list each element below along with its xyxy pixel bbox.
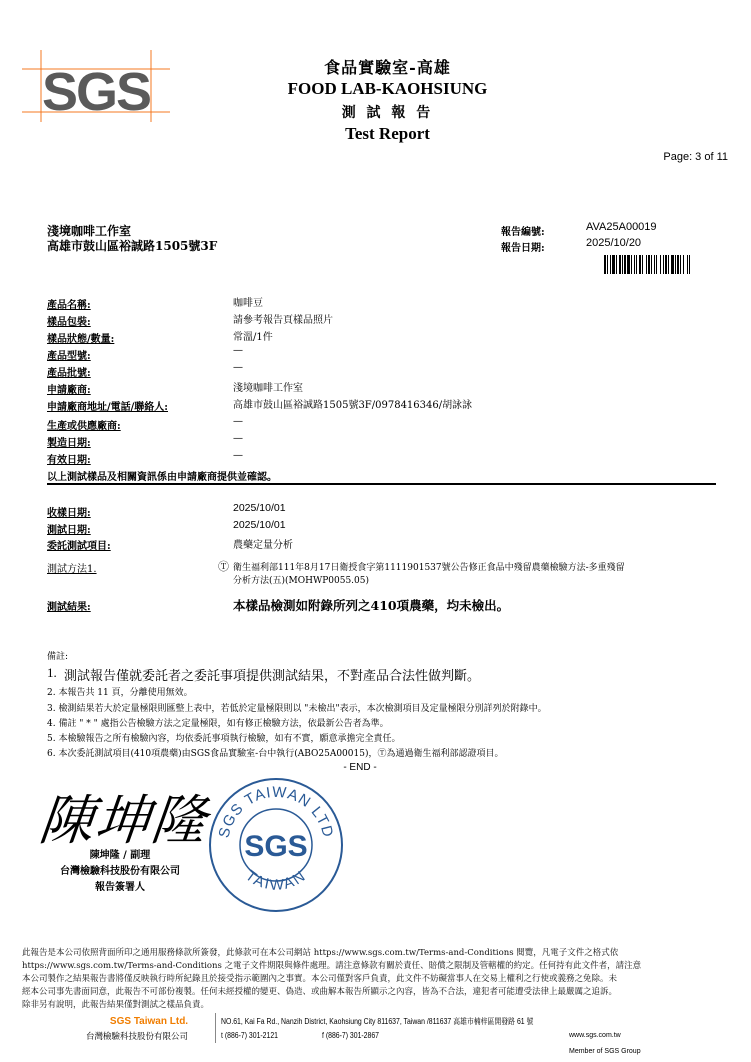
sgs-logo [22,50,170,122]
page-number: Page: 3 of 11 [663,151,728,163]
barcode-bar [604,255,606,274]
report-date-label: 報告日期: [501,243,545,254]
field-label: 產品批號: [47,368,91,379]
barcode-bar [612,255,615,274]
sgs-seal [206,775,346,915]
report-number-label: 報告編號: [501,227,545,238]
barcode-bar [619,255,621,274]
barcode-bar [656,255,657,274]
disclaimer-line: 本公司製作之結果報告書將僅反映執行時所紀錄且於接受指示範圍內之事實。本公司僅對客戶負責，此文件不妨礙當事人在交易上權利之行使或義務之免除。未 [22,974,618,984]
barcode-bar [683,255,684,274]
test-date-value: 2025/10/01 [233,519,286,531]
test-item-value: 農藥定量分析 [233,540,293,551]
method-line-2: 分析方法(五)(MOHWP0055.05) [233,576,370,586]
remark-item: 4. 備註 " * " 處指公告檢驗方法之定量極限，如有修正檢驗方法，依最新公告者為準。 [47,719,389,729]
barcode-bar [671,255,674,274]
seal-bottom-text: TAIWAN [242,867,310,894]
field-value: — [233,362,243,373]
field-label: 樣品狀態/數量: [47,334,115,345]
section-divider [47,483,716,485]
barcode-bar [639,255,641,274]
test-date-label: 測試日期: [47,525,91,536]
remark-1-number: 1. [47,665,57,680]
report-title-en: Test Report [345,124,430,143]
remark-item: 5. 本檢驗報告之所有檢驗內容，均依委託事項執行檢驗，如有不實，願意承擔完全責任。 [47,734,401,744]
seal-center-text: SGS [244,830,308,863]
footer-divider [215,1013,216,1043]
field-value: 咖啡豆 [233,298,263,309]
remark-item: 2. 本報告共 11 頁，分離使用無效。 [47,688,193,698]
signer-role: 報告簽署人 [95,882,145,893]
field-label: 產品型號: [47,351,91,362]
barcode-bar [677,255,679,274]
client-name: 淺境咖啡工作室 [47,224,132,238]
svg-text:TAIWAN [242,867,310,894]
report-number-value: AVA25A00019 [586,221,657,233]
client-address: 高雄市鼓山區裕誠路1505號3F [47,239,218,253]
barcode-bar [660,255,661,274]
field-value: — [233,433,243,444]
field-value: — [233,450,243,461]
field-value: 高雄市鼓山區裕誠路1505號3F/0978416346/胡詠詠 [233,400,473,411]
field-value: 淺境咖啡工作室 [233,383,303,394]
footer-address: NO.61, Kai Fa Rd., Nanzih District, Kaohsiung City 811637, Taiwan /811637 高雄市楠梓區開發路 61 號 [221,1017,534,1026]
barcode [604,255,708,274]
barcode-bar [646,255,647,274]
barcode-bar [680,255,681,274]
field-label: 樣品包裝: [47,317,91,328]
barcode-bar [689,255,690,274]
field-label: 申請廠商地址/電話/聯絡人: [47,402,168,413]
barcode-bar [665,255,667,274]
sgs-logo-text: SGS [41,62,151,122]
field-label: 申請廠商: [47,385,91,396]
end-mark: - END - [343,762,377,773]
lab-name-en: FOOD LAB-KAOHSIUNG [287,79,488,98]
lab-name-zh: 食品實驗室-高雄 [324,58,451,77]
barcode-bar [663,255,664,274]
barcode-bar [648,255,650,274]
field-value: — [233,416,243,427]
certified-mark: Ⓣ [218,560,229,573]
report-date-value: 2025/10/20 [586,237,642,249]
field-value: 常溫/1件 [233,332,273,343]
report-title-zh: 測 試 報 告 [341,105,434,121]
footer-company-en: SGS Taiwan Ltd. [109,1016,189,1027]
signer-company: 台灣檢驗科技股份有限公司 [60,866,180,877]
method-line-1: 衛生福利部111年8月17日衛授食字第1111901537號公告修正食品中殘留農藥檢驗方法-多重殘留 [233,563,625,573]
footer-fax: f (886-7) 301-2867 [322,1031,379,1040]
barcode-bar [636,255,637,274]
footer-company-zh: 台灣檢驗科技股份有限公司 [85,1032,188,1042]
barcode-bar [687,255,688,274]
remark-1: 測試報告僅就委託者之委託事項提供測試結果，不對產品合法性做判斷。 [64,669,481,684]
field-label: 有效日期: [47,455,91,466]
barcode-bar [616,255,617,274]
barcode-bar [610,255,611,274]
remark-item: 3. 檢測結果若大於定量極限則匯整上表中，若低於定量極限則以 "未檢出"表示，本次檢測項目及定量極限分別詳列於附錄中。 [47,704,547,714]
remark-item: 6. 本次委託測試項目(410項農藥)由SGS食品實驗室-台中執行(ABO25A00015)，Ⓣ為通過衛生福利部認證項目。 [47,749,504,759]
disclaimer-line: 經本公司事先書面同意，此報告不可部份複製。任何未經授權的變更、偽造、或曲解本報告所顯示之內容，皆為不合法，違犯者可能遭受法律上最嚴厲之追訴。 [22,987,618,997]
footer-tel: t (886-7) 301-2121 [221,1031,278,1040]
barcode-bar [675,255,676,274]
footer-website: www.sgs.com.tw [569,1032,621,1039]
method-label: 測試方法1. [47,564,97,575]
barcode-bar [654,255,655,274]
barcode-bar [631,255,632,274]
barcode-bar [627,255,630,274]
result-label: 測試結果: [47,602,91,613]
disclaimer-line: https://www.sgs.com.tw/Terms-and-Conditions 之電子文件期限與條件處理。請注意條款有關於責任、賠償之限制及管轄權的約定。任何持有此文件者，請注意 [22,961,642,971]
signer-name-title: 陳坤隆 / 副理 [89,850,151,861]
field-label: 生產或供應廠商: [47,421,121,432]
barcode-bar [624,255,626,274]
disclaimer-line: 除非另有說明，此報告結果僅對測試之樣品負責。 [22,1000,210,1010]
field-value: — [233,345,243,356]
disclaimer-line: 此報告是本公司依照背面所印之通用服務條款所簽發，此條款可在本公司網站 https://www.sgs.com.tw/Terms-and-Conditions 閱覽，凡電子文件之格式依 [22,948,619,958]
footer-member: Member of SGS Group [569,1048,641,1055]
signature-handwriting: 陳坤隆 [36,789,211,852]
receive-date-label: 收樣日期: [47,508,91,519]
result-value: 本樣品檢測如附錄所列之410項農藥，均未檢出。 [233,598,510,613]
receive-date-value: 2025/10/01 [233,502,286,514]
field-label: 製造日期: [47,438,91,449]
barcode-bar [607,255,608,274]
barcode-bar [642,255,643,274]
barcode-bar [634,255,635,274]
confirm-note: 以上測試樣品及相關資訊係由申請廠商提供並確認。 [47,472,277,483]
barcode-bar [622,255,623,274]
field-label: 產品名稱: [47,300,91,311]
field-value: 請參考報告頁樣品照片 [233,315,333,326]
barcode-bar [668,255,669,274]
barcode-bar [651,255,652,274]
remarks-title: 備註: [47,652,69,662]
seal-top-text: SGS TAIWAN LTD [215,783,337,840]
test-item-label: 委託測試項目: [47,541,111,552]
